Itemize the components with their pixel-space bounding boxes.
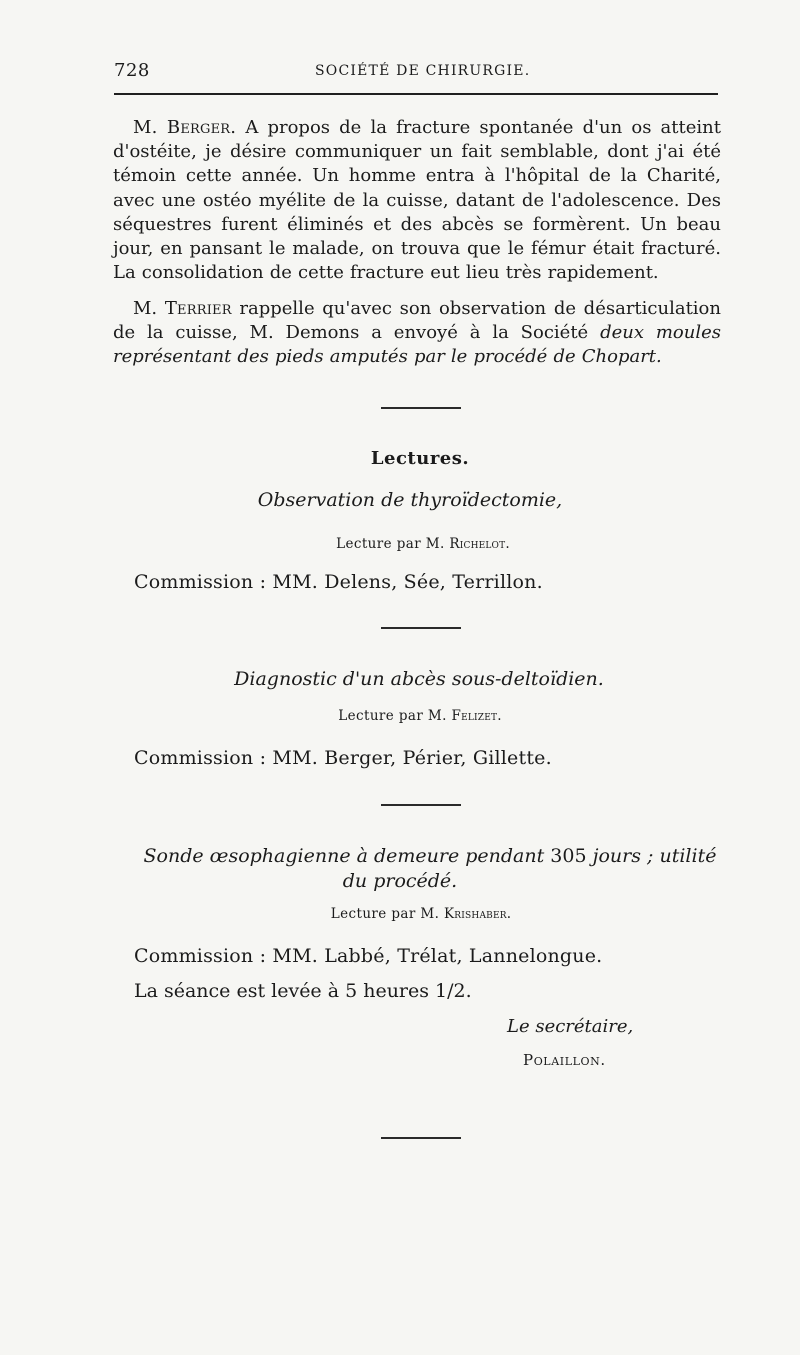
lecturer-name: Krishaber. <box>444 906 512 922</box>
speaker-prefix: M. <box>133 298 165 319</box>
lecture-prefix: Lecture par M. <box>336 536 450 552</box>
section-title-lectures: Lectures. <box>370 448 470 469</box>
reading-title-3-line-2: du procédé. <box>342 870 458 892</box>
signoff-role: Le secrétaire, <box>507 1016 634 1037</box>
reading-title-1: Observation de thyroïdectomie, <box>257 489 563 511</box>
speaker-berger: M. Berger. <box>133 117 237 138</box>
reading-commission-3: Commission : MM. Labbé, Trélat, Lannelongue. <box>134 945 603 967</box>
paragraph-berger <box>113 116 721 285</box>
header-rule <box>114 93 718 95</box>
lecture-prefix: Lecture par M. <box>330 906 445 922</box>
lecturer-name: Felizet. <box>451 708 502 724</box>
closing-line: La séance est levée à 5 heures 1/2. <box>134 980 472 1002</box>
reading-lecture-3 <box>21 906 800 922</box>
reading-lecture-2 <box>20 708 800 724</box>
signoff-name: Polaillon. <box>523 1051 606 1069</box>
reading-title-3-number: 305 <box>550 845 587 867</box>
reading-separator <box>381 804 461 806</box>
lecture-prefix: Lecture par M. <box>338 708 452 724</box>
reading-title-3-part-b: jours ; utilité <box>586 845 717 867</box>
reading-commission-2: Commission : MM. Berger, Périer, Gillette. <box>134 747 552 769</box>
reading-lecture-1 <box>23 536 800 552</box>
paragraph-terrier-italic: deux moules représentant des pieds amputés par le procédé de Chopart. <box>113 322 722 368</box>
section-separator <box>381 407 461 409</box>
running-title: SOCIÉTÉ DE CHIRURGIE. <box>315 63 531 79</box>
paragraph-terrier <box>113 297 721 370</box>
lecturer-name: Richelot. <box>449 536 510 552</box>
page-number: 728 <box>114 60 150 81</box>
reading-title-3-line-1 <box>30 845 800 867</box>
paragraph-berger-text: A propos de la fracture spontanée d'un os atteint d'ostéite, je désire communiquer un fait semblable, dont j'ai été témoin cette année. Un homme entra à l'hôpital de la Charité, avec une ostéo myélite de la cuisse, datant de l'adolescence. Des séquestres furent éliminés et des abcès se formèrent. Un beau jour, en pansant le malade, on trouva que le fémur était fracturé. La consolidation de cette fracture eut lieu très rapidement. <box>113 117 721 284</box>
speaker-terrier: Terrier <box>164 298 232 319</box>
end-rule <box>381 1137 461 1139</box>
reading-title-2: Diagnostic d'un abcès sous-deltoïdien. <box>234 668 604 690</box>
reading-commission-1: Commission : MM. Delens, Sée, Terrillon. <box>134 571 543 593</box>
reading-title-3-part-a: Sonde œsophagienne à demeure pendant <box>143 845 551 867</box>
paragraph-terrier-text: rappelle qu'avec son observation de désarticulation de la cuisse, M. Demons a envoyé à la Société <box>113 298 721 344</box>
reading-separator <box>381 627 461 629</box>
